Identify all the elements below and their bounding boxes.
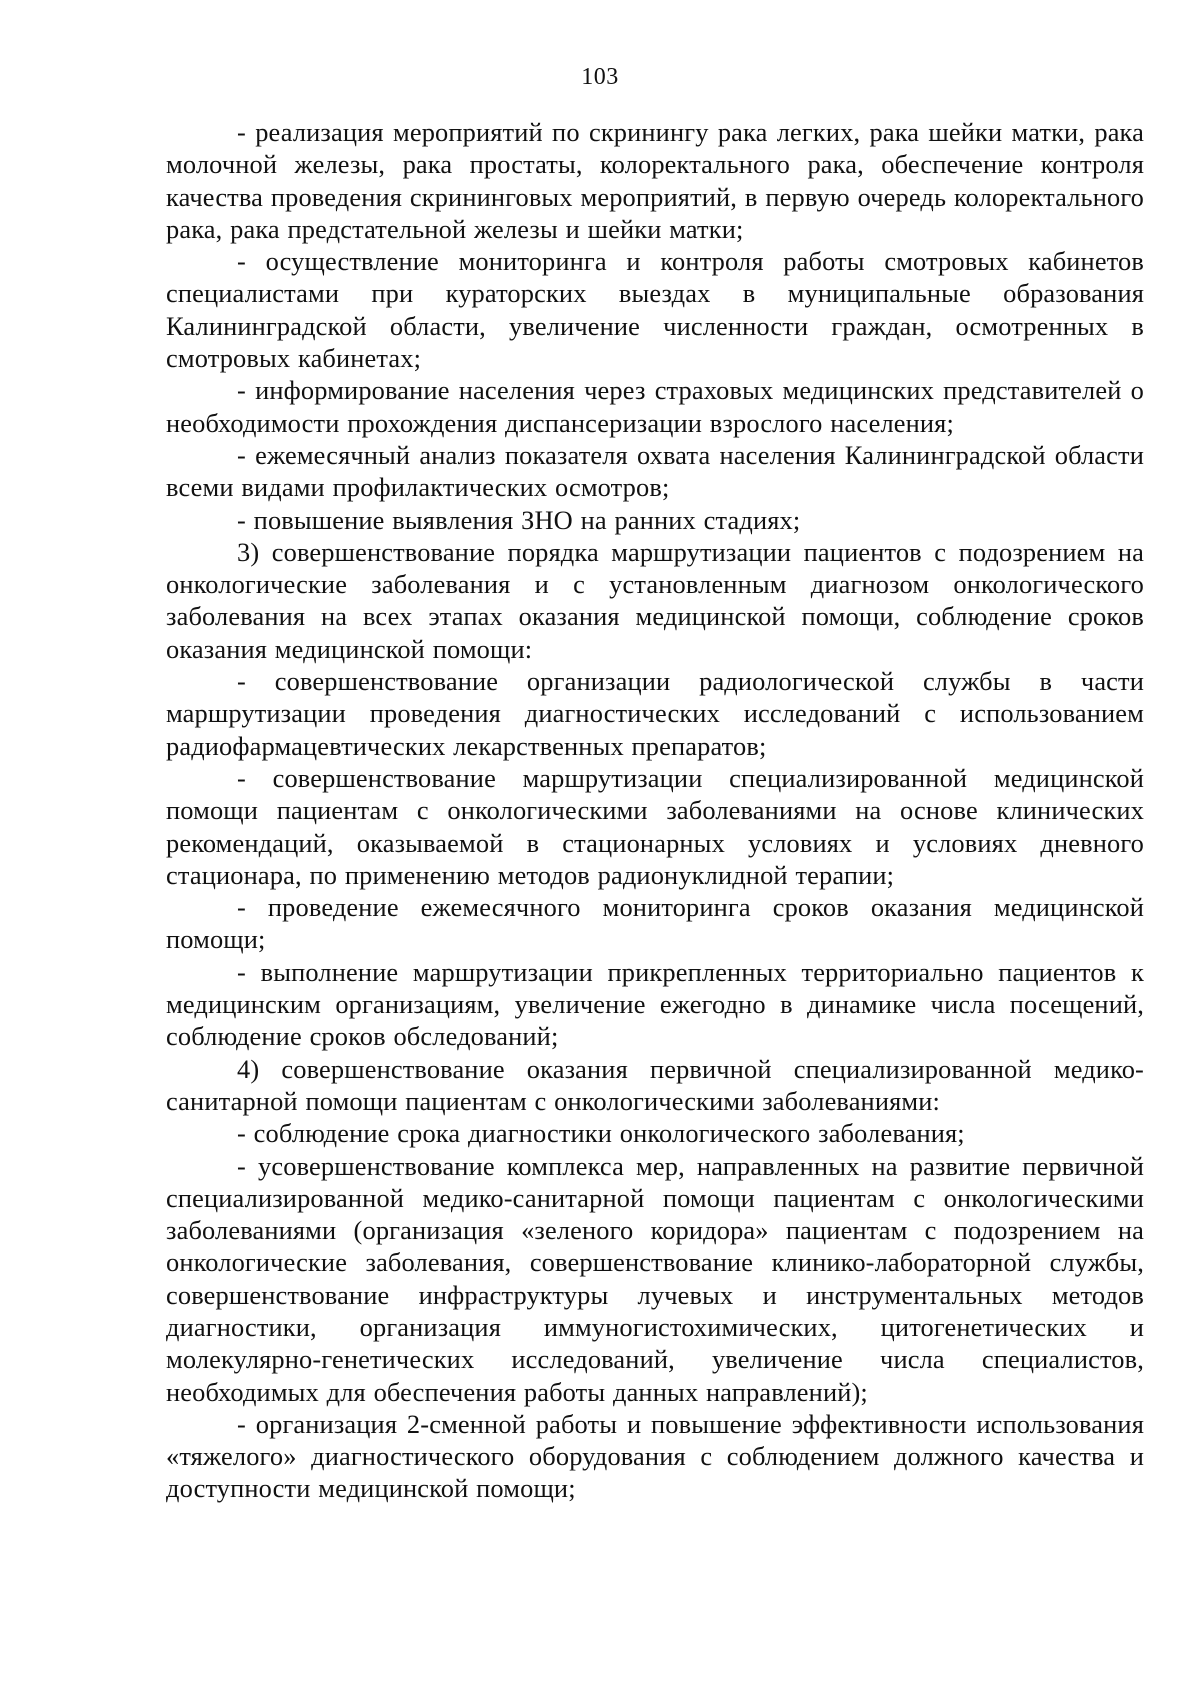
paragraph-informing: - информирование населения через страховых медицинских представителей о необходимости прохождения диспансеризации взрослого населения; xyxy=(166,375,1144,438)
paragraph-measures-complex: - усовершенствование комплекса мер, направленных на развитие первичной специализированной медико-санитарной помощи пациентам с онкологическими заболеваниями (организация «зеленого коридора» пациентам с подозрением на онкологические заболевания, совершенствование клинико-лабораторной службы, совершенствование инфраструктуры лучевых и инструментальных методов диагностики, организация иммуногистохимических, цитогенетических и молекулярно-генетических исследований, увеличение числа специалистов, необходимых для обеспечения работы данных направлений); xyxy=(166,1150,1144,1407)
paragraph-primary-care-improvement: 4) совершенствование оказания первичной специализированной медико-санитарной помощи пациентам с онкологическими заболеваниями: xyxy=(166,1053,1144,1116)
paragraph-screening: - реализация мероприятий по скринингу рака легких, рака шейки матки, рака молочной железы, рака простаты, колоректального рака, обеспечение контроля качества проведения скрининговых мероприятий, в первую очередь колоректального рака, рака предстательной железы и шейки матки; xyxy=(166,117,1144,244)
paragraph-routing-improvement: 3) совершенствование порядка маршрутизации пациентов с подозрением на онкологические заболевания и с установленным диагнозом онкологического заболевания на всех этапах оказания медицинской помощи, соблюдение сроков оказания медицинской помощи: xyxy=(166,536,1144,664)
document-body xyxy=(166,116,1144,1505)
paragraph-territorial-routing: - выполнение маршрутизации прикрепленных территориально пациентов к медицинским организациям, увеличение ежегодно в динамике числа посещений, соблюдение сроков обследований; xyxy=(166,956,1144,1052)
paragraph-radiology-service: - совершенствование организации радиологической службы в части маршрутизации проведения диагностических исследований с использованием радиофармацевтических лекарственных препаратов; xyxy=(166,666,1144,761)
paragraph-two-shift-work: - организация 2-сменной работы и повышение эффективности использования «тяжелого» диагностического оборудования с соблюдением должного качества и доступности медицинской помощи; xyxy=(166,1408,1144,1504)
paragraph-monthly-analysis: - ежемесячный анализ показателя охвата населения Калининградской области всеми видами профилактических осмотров; xyxy=(166,439,1144,503)
paragraph-monitoring-cabinets: - осуществление мониторинга и контроля работы смотровых кабинетов специалистами при кураторских выездах в муниципальные образования Калининградской области, увеличение численности граждан, осмотренных в смотровых кабинетах; xyxy=(166,246,1144,374)
paragraph-early-detection: - повышение выявления ЗНО на ранних стадиях; xyxy=(237,504,801,535)
page-number: 103 xyxy=(581,64,619,90)
paragraph-monthly-monitoring: - проведение ежемесячного мониторинга сроков оказания медицинской помощи; xyxy=(166,892,1144,955)
paragraph-specialized-care-routing: - совершенствование маршрутизации специализированной медицинской помощи пациентам с онкологическими заболеваниями на основе клинических рекомендаций, оказываемой в стационарных условиях и условиях дневного стационара, по применению методов радионуклидной терапии; xyxy=(166,762,1144,890)
paragraph-diagnosis-deadline: - соблюдение срока диагностики онкологического заболевания; xyxy=(237,1118,965,1149)
